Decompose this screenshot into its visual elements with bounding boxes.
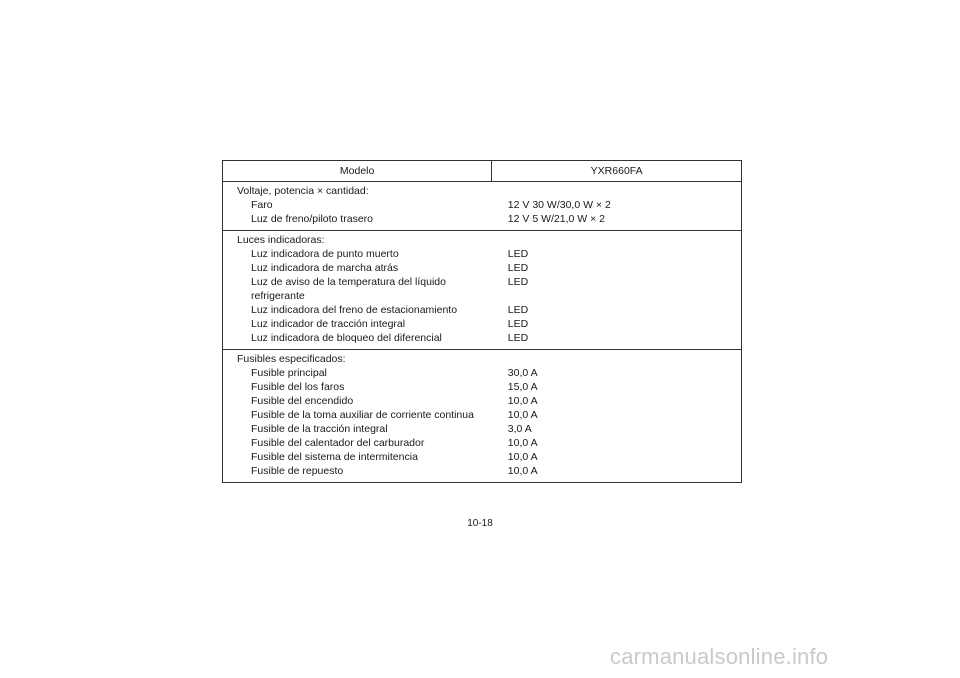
group-title: Voltaje, potencia × cantidad: [237,185,369,197]
item-label: Fusible del calentador del carburador [251,437,425,449]
model-value: YXR660FA [492,161,742,182]
item-label: Fusible principal [251,367,327,379]
group-title-row [223,231,742,248]
group-title-spacer [492,350,742,367]
watermark: carmanualsonline.info [610,644,829,669]
table-row [223,303,742,317]
spec-table [222,160,742,483]
table-row [223,275,742,303]
item-value: LED [507,248,529,260]
item-value: LED [507,276,529,288]
item-label: Luz de freno/piloto trasero [251,213,373,225]
item-label: Fusible del los faros [251,381,345,393]
item-value: 12 V 5 W/21,0 W × 2 [507,213,605,225]
table-row [223,464,742,483]
model-label: Modelo [223,161,492,182]
table-row [223,247,742,261]
item-label: Luz indicador de tracción integral [251,318,406,330]
item-label: Fusible del encendido [251,395,354,407]
item-label: Luz de aviso de la temperatura del líquido refrigerante [251,276,446,302]
group-title: Fusibles especificados: [223,350,492,367]
table-row [223,198,742,212]
group-title-row [223,350,742,367]
table-row [223,331,742,350]
item-label: Luz indicadora del freno de estacionamiento [251,304,458,316]
group-title-row [223,182,742,199]
item-label: Luz indicadora de marcha atrás [251,262,399,274]
item-value: LED [507,332,529,344]
item-value: 30,0 A [507,367,538,379]
item-value: 10,0 A [507,409,538,421]
item-value: 3,0 A [507,423,532,435]
item-label: Fusible de la tracción integral [251,423,388,435]
table-row [223,380,742,394]
table-row [223,408,742,422]
item-label: Faro [251,199,273,211]
group-title-spacer [492,182,742,199]
page-number: 10-18 [467,518,493,529]
item-value: 10,0 A [507,465,538,477]
table-row [223,212,742,231]
item-label: Fusible de la toma auxiliar de corriente continua [251,409,474,421]
table-row [223,394,742,408]
table-row [223,261,742,275]
group-title-spacer [492,231,742,248]
group-title: Luces indicadoras: [223,231,492,248]
item-label: Luz indicadora de punto muerto [251,248,399,260]
item-label: Luz indicadora de bloqueo del diferencial [251,332,442,344]
table-row [223,317,742,331]
table-row [223,366,742,380]
item-value: 10,0 A [507,451,538,463]
item-value: 15,0 A [507,381,538,393]
spec-body [223,182,742,483]
table-row [223,450,742,464]
item-value: LED [507,304,529,316]
table-row [223,436,742,450]
item-value: LED [507,262,529,274]
item-label: Fusible del sistema de intermitencia [251,451,418,463]
item-value: 12 V 30 W/30,0 W × 2 [507,199,611,211]
table-row [223,422,742,436]
item-value: LED [507,318,529,330]
item-value: 10,0 A [507,395,538,407]
item-label: Fusible de repuesto [251,465,344,477]
item-value: 10,0 A [507,437,538,449]
table-header-row [223,161,742,182]
